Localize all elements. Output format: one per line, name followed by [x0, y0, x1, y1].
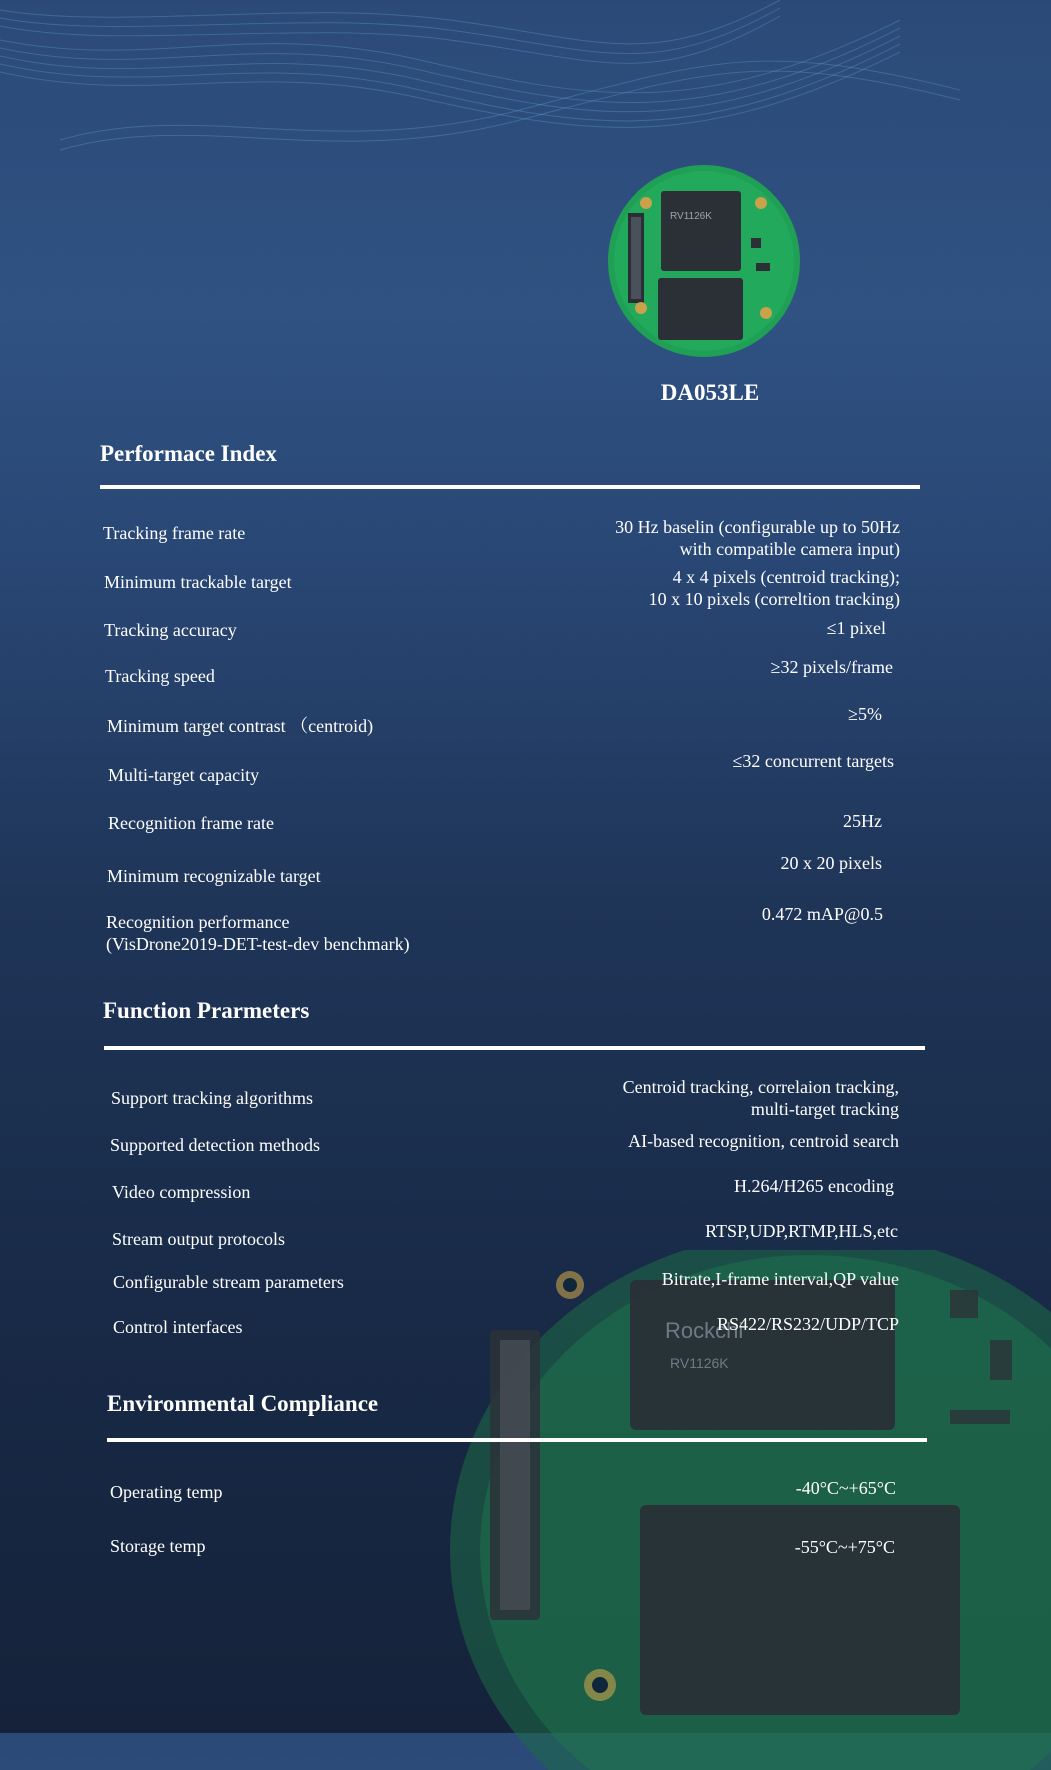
- spec-label: Configurable stream parameters: [113, 1272, 344, 1292]
- spec-label: Tracking speed: [105, 666, 215, 686]
- section-title-performance: Performace Index: [100, 441, 277, 466]
- spec-value: ≤1 pixel: [826, 618, 886, 638]
- spec-label: Minimum trackable target: [104, 572, 292, 592]
- spec-value: -40°C~+65°C: [795, 1478, 896, 1498]
- spec-value: RTSP,UDP,RTMP,HLS,etc: [705, 1221, 898, 1241]
- product-model-title: DA053LE: [660, 380, 760, 405]
- spec-value: RS422/RS232/UDP/TCP: [716, 1314, 899, 1334]
- spec-value: 20 x 20 pixels: [780, 853, 882, 873]
- spec-label: Tracking frame rate: [103, 523, 246, 543]
- product-chip-label: RV1126K: [670, 211, 712, 222]
- section-divider: [104, 1046, 925, 1050]
- spec-value: 30 Hz baselin (configurable up to 50Hz: [615, 517, 900, 537]
- spec-value: 0.472 mAP@0.5: [761, 904, 883, 924]
- spec-label: Operating temp: [110, 1482, 223, 1502]
- spec-value: multi-target tracking: [750, 1099, 899, 1119]
- section-title-function: Function Prarmeters: [103, 998, 310, 1023]
- spec-label: Minimum target contrast （centroid): [107, 716, 374, 736]
- wave-mesh-decoration: [0, 0, 1051, 260]
- spec-label: Support tracking algorithms: [111, 1088, 313, 1108]
- spec-label: Control interfaces: [113, 1317, 243, 1337]
- spec-value: -55°C~+75°C: [794, 1537, 895, 1557]
- spec-value: 4 x 4 pixels (centroid tracking);: [672, 567, 900, 587]
- spec-value: ≥5%: [848, 704, 882, 724]
- spec-value: Centroid tracking, correlaion tracking,: [622, 1077, 899, 1097]
- section-divider: [100, 485, 920, 489]
- spec-label: Minimum recognizable target: [107, 866, 321, 886]
- product-board-image: [606, 163, 802, 359]
- spec-label: (VisDrone2019-DET-test-dev benchmark): [106, 934, 410, 954]
- spec-value: Bitrate,I-frame interval,QP value: [661, 1269, 899, 1289]
- spec-label: Video compression: [112, 1182, 251, 1202]
- board-brand-text: Rockchi: [665, 1318, 744, 1343]
- spec-value: AI-based recognition, centroid search: [628, 1131, 899, 1151]
- spec-label: Recognition frame rate: [108, 813, 274, 833]
- section-title-environmental: Environmental Compliance: [107, 1391, 379, 1416]
- spec-value: 10 x 10 pixels (correltion tracking): [648, 589, 900, 609]
- section-divider: [107, 1438, 927, 1442]
- board-chip-text: RV1126K: [670, 1355, 729, 1371]
- spec-label: Tracking accuracy: [104, 620, 237, 640]
- spec-label: Recognition performance: [106, 912, 290, 932]
- spec-label: Multi-target capacity: [108, 765, 260, 785]
- spec-value: H.264/H265 encoding: [734, 1176, 894, 1196]
- spec-value: with compatible camera input): [679, 539, 900, 559]
- spec-value: 25Hz: [843, 811, 882, 831]
- spec-label: Storage temp: [110, 1536, 206, 1556]
- spec-value: ≤32 concurrent targets: [732, 751, 894, 771]
- spec-label: Stream output protocols: [112, 1229, 285, 1249]
- spec-value: ≥32 pixels/frame: [770, 657, 893, 677]
- spec-label: Supported detection methods: [110, 1135, 320, 1155]
